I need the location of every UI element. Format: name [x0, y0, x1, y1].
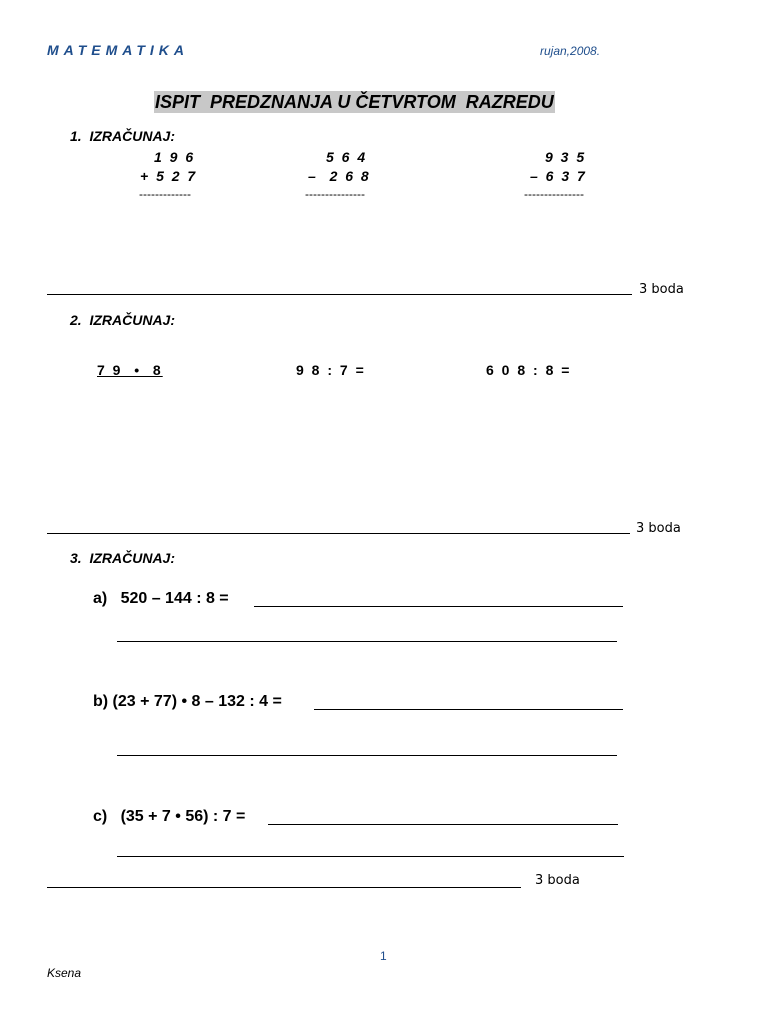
task-3-item-c-answer-line [268, 824, 618, 825]
task-3-item-a-work-line [117, 641, 617, 642]
task-2-label: 2. IZRAČUNAJ: [70, 312, 176, 328]
page-title: ISPIT PREDZNANJA U ČETVRTOM RAZREDU [155, 92, 554, 112]
task-1-problem-2-top: 5 6 4 [326, 149, 368, 165]
task-1-problem-1-bottom: + 5 2 7 [140, 168, 198, 184]
task-3-item-b-answer-line [314, 709, 623, 710]
task-3-item-b: b) (23 + 77) • 8 – 132 : 4 = [93, 693, 282, 710]
task-2-problem-1: 7 9 • 8 [97, 362, 163, 378]
author-name: Ksena [47, 966, 82, 980]
task-3-item-a: a) 520 – 144 : 8 = [93, 590, 229, 607]
task-1-separator [47, 294, 632, 295]
task-3-item-b-work-line [117, 755, 617, 756]
task-1-problem-2-bottom: – 2 6 8 [308, 168, 371, 184]
task-1-problem-1-dashes: ------------- [139, 187, 191, 201]
task-3-item-c-work-line [117, 856, 624, 857]
task-1-problem-1-top: 1 9 6 [154, 149, 196, 165]
task-3-points: 3 boda [535, 873, 580, 888]
task-2-separator [47, 533, 630, 534]
task-3-label: 3. IZRAČUNAJ: [70, 550, 176, 566]
subject-heading: MATEMATIKA [47, 42, 190, 58]
page-number: 1 [380, 949, 387, 963]
task-1-problem-2-dashes: --------------- [305, 187, 365, 201]
task-3-separator [47, 887, 521, 888]
task-1-problem-3-dashes: --------------- [524, 187, 584, 201]
task-2-problem-3: 6 0 8 : 8 = [486, 362, 572, 378]
task-3-item-a-answer-line [254, 606, 623, 607]
task-1-points: 3 boda [639, 282, 684, 297]
task-1-label: 1. IZRAČUNAJ: [70, 128, 176, 144]
task-2-points: 3 boda [636, 521, 681, 536]
task-3-item-c: c) (35 + 7 • 56) : 7 = [93, 808, 246, 825]
date-label: rujan,2008. [540, 44, 601, 58]
task-2-problem-2: 9 8 : 7 = [296, 362, 366, 378]
task-1-problem-3-top: 9 3 5 [545, 149, 587, 165]
task-1-problem-3-bottom: – 6 3 7 [530, 168, 587, 184]
